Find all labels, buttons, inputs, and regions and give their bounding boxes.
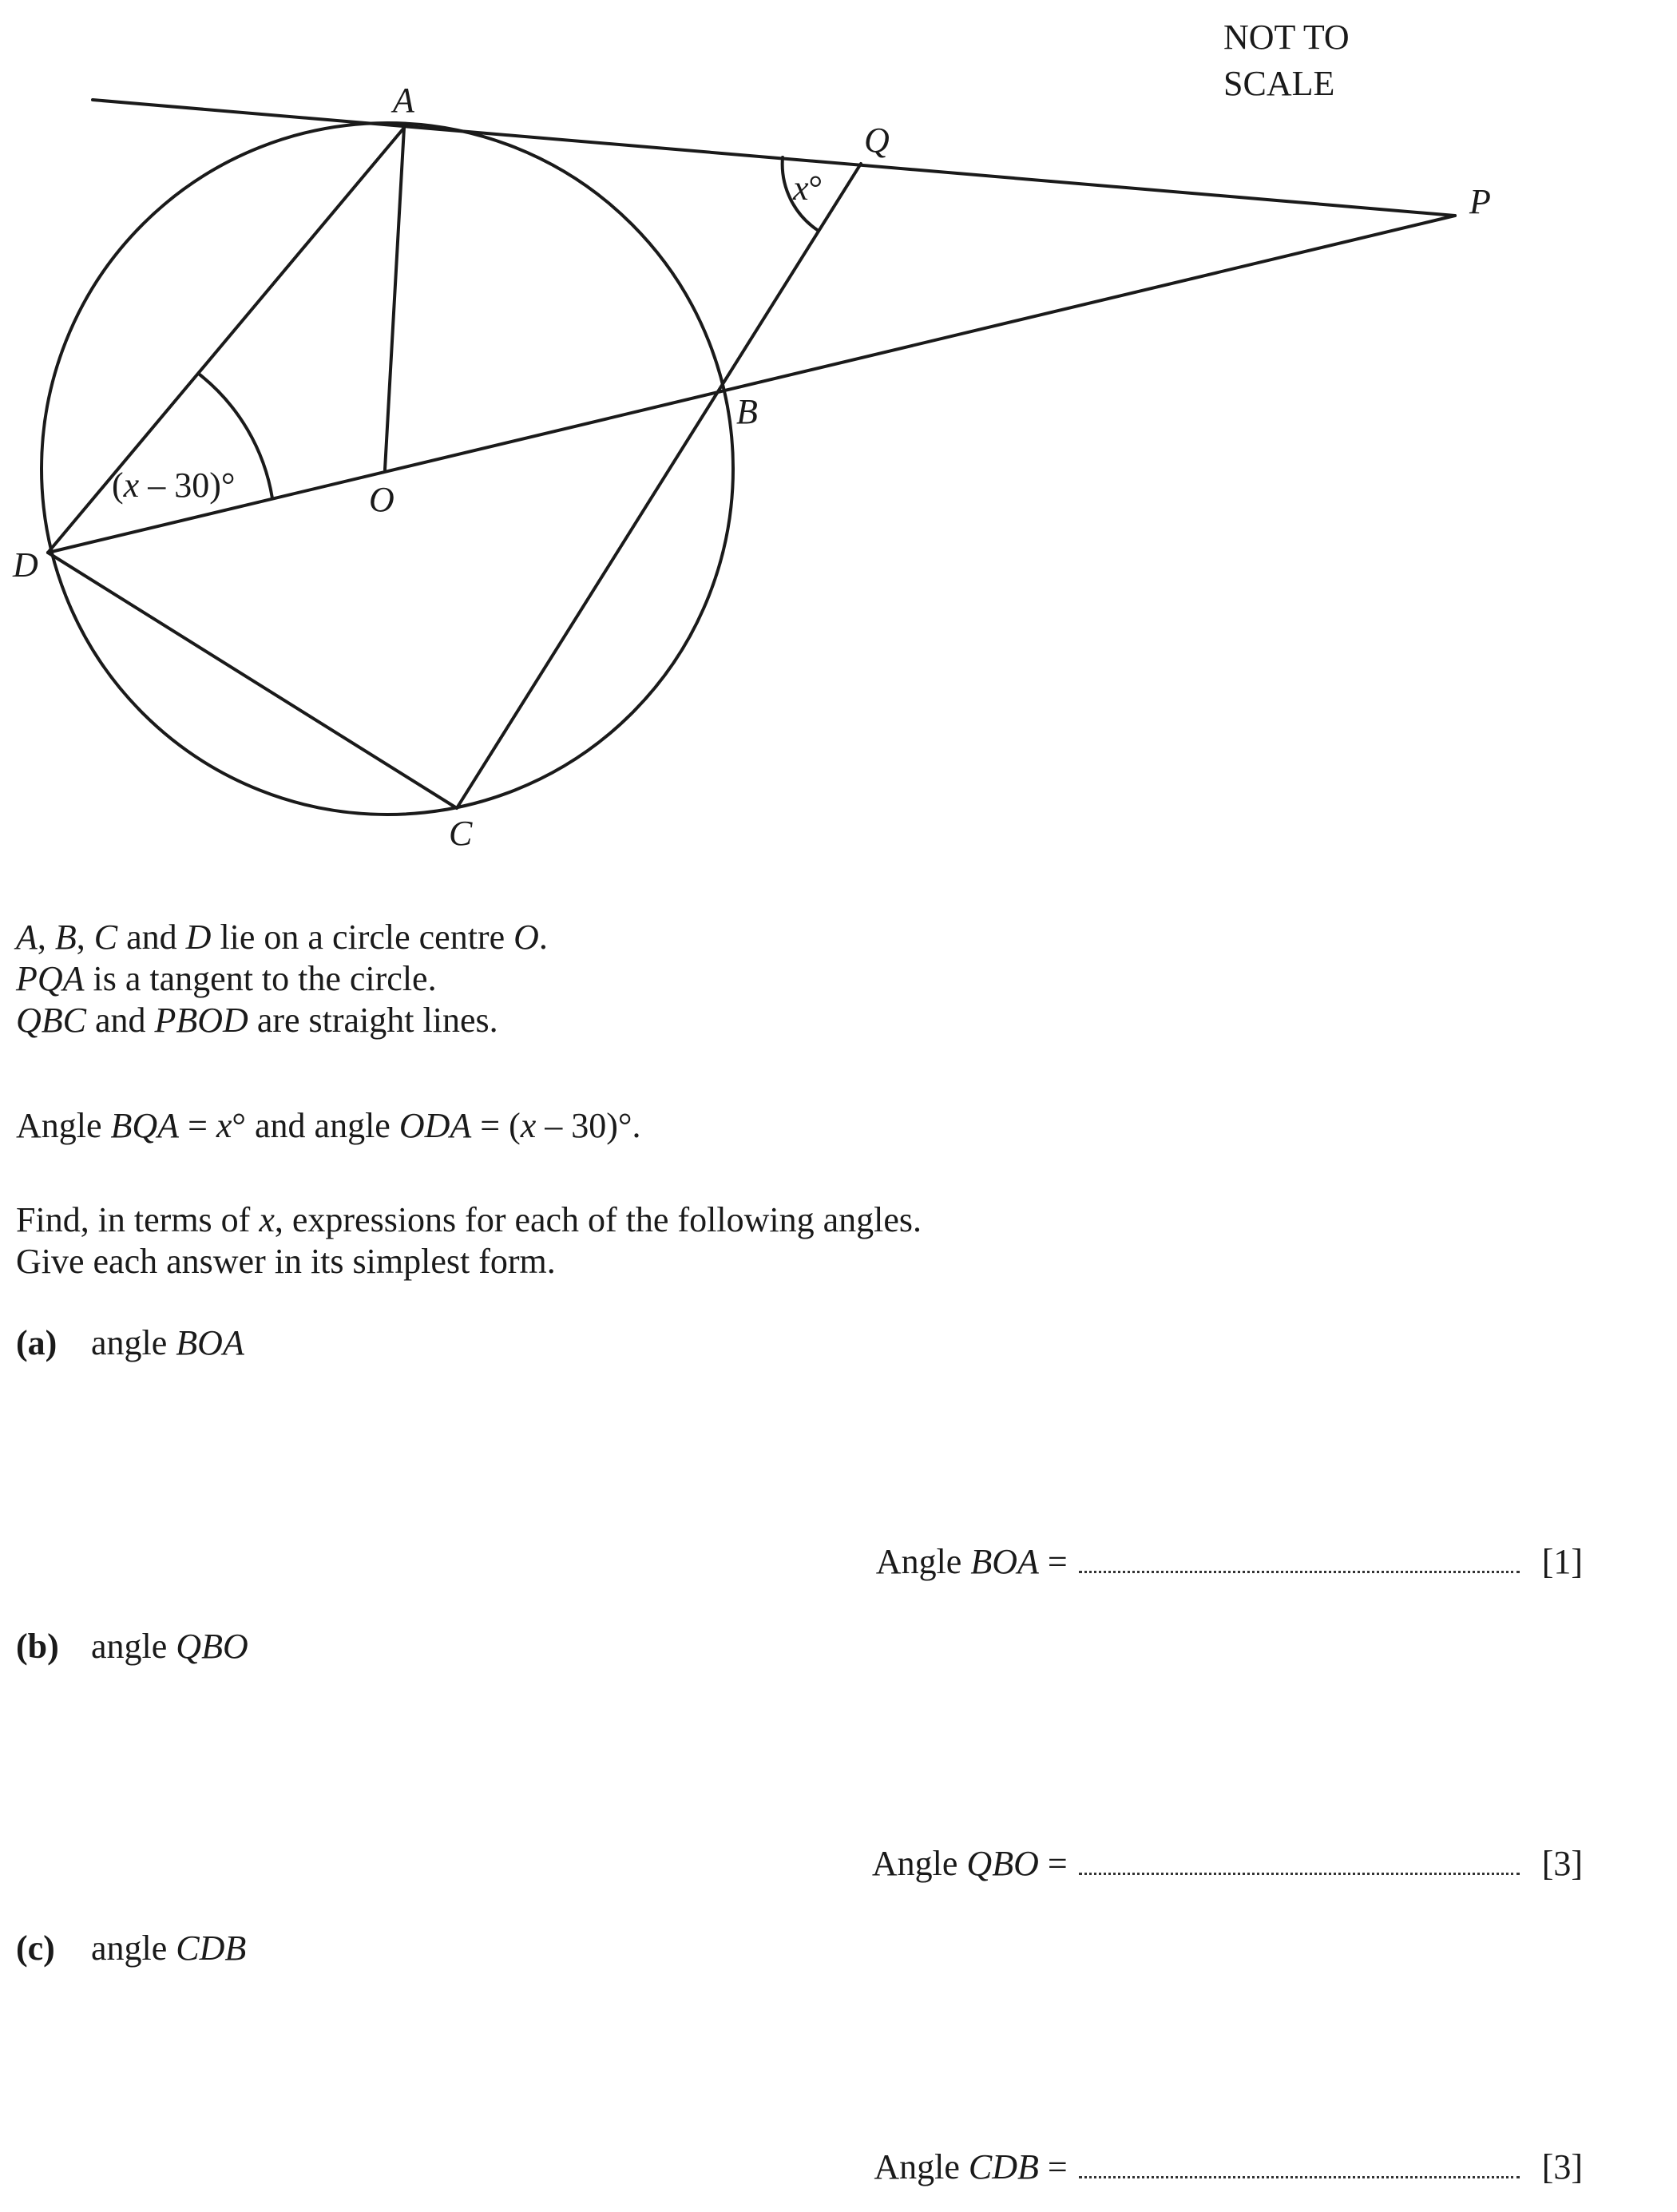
text-segment: = bbox=[179, 1106, 216, 1145]
point-label-q: Q bbox=[864, 121, 890, 160]
geometry-diagram bbox=[0, 0, 1677, 854]
text-segment: ° and angle bbox=[232, 1106, 399, 1145]
text-segment: is a tangent to the circle. bbox=[84, 959, 437, 998]
text-segment: A bbox=[16, 918, 38, 957]
part-angle: BOA bbox=[176, 1323, 244, 1362]
text-segment: and bbox=[86, 1001, 155, 1040]
text-segment: x bbox=[259, 1200, 275, 1239]
answer-line-c bbox=[874, 2147, 1583, 2188]
tangent-line-pqa bbox=[93, 100, 1455, 216]
text-segment: . bbox=[538, 918, 548, 957]
text-segment: , bbox=[76, 918, 94, 957]
part-prefix: angle bbox=[91, 1627, 176, 1666]
text-segment: C bbox=[93, 918, 118, 957]
angle-label-x-minus-30: (x – 30)° bbox=[112, 466, 236, 505]
text-segment: x bbox=[216, 1106, 232, 1145]
answer-angle: CDB bbox=[968, 2147, 1039, 2186]
text-segment: , expressions for each of the following angles. bbox=[274, 1200, 922, 1239]
not-to-scale-note bbox=[1223, 14, 1350, 107]
text-line bbox=[16, 917, 548, 958]
text-segment: PBOD bbox=[154, 1001, 248, 1040]
given-angles bbox=[16, 1105, 641, 1147]
text-segment: B bbox=[54, 918, 77, 957]
part-label: (a) bbox=[16, 1323, 57, 1362]
point-label-c: C bbox=[449, 814, 473, 853]
text-segment: QBC bbox=[16, 1001, 86, 1040]
answer-field-c[interactable] bbox=[1079, 2149, 1520, 2178]
text-segment: D bbox=[185, 918, 212, 957]
point-label-b: B bbox=[736, 392, 758, 431]
not-to-scale-line-1: NOT TO bbox=[1223, 18, 1350, 57]
text-line bbox=[16, 1241, 922, 1282]
angle-label-x: x° bbox=[793, 168, 823, 208]
text-segment: – 30)°. bbox=[536, 1106, 641, 1145]
question-part-b bbox=[16, 1626, 248, 1667]
line-qbc bbox=[457, 164, 861, 808]
marks-c: [3] bbox=[1541, 2147, 1583, 2186]
question-part-a bbox=[16, 1322, 244, 1364]
text-segment: and bbox=[117, 918, 186, 957]
answer-field-a[interactable] bbox=[1079, 1544, 1520, 1573]
answer-line-a bbox=[876, 1541, 1583, 1583]
text-line bbox=[16, 1199, 922, 1241]
not-to-scale-line-2: SCALE bbox=[1223, 64, 1335, 103]
text-segment: are straight lines. bbox=[248, 1001, 498, 1040]
text-line bbox=[16, 1000, 548, 1041]
answer-equals: = bbox=[1038, 2147, 1068, 2186]
text-segment: x bbox=[520, 1106, 537, 1145]
part-angle: CDB bbox=[176, 1929, 247, 1968]
answer-equals: = bbox=[1038, 1542, 1068, 1581]
answer-prefix: Angle bbox=[871, 1844, 967, 1883]
text-segment: = ( bbox=[471, 1106, 521, 1145]
point-label-d: D bbox=[13, 545, 38, 585]
answer-prefix: Angle bbox=[875, 1542, 971, 1581]
line-pbod bbox=[48, 216, 1455, 553]
answer-prefix: Angle bbox=[874, 2147, 969, 2186]
text-segment: PQA bbox=[16, 959, 85, 998]
part-prefix: angle bbox=[91, 1929, 176, 1968]
part-label: (c) bbox=[16, 1929, 55, 1968]
point-label-a: A bbox=[393, 81, 414, 120]
part-label: (b) bbox=[16, 1627, 59, 1666]
text-segment: Angle bbox=[16, 1106, 111, 1145]
marks-b: [3] bbox=[1541, 1844, 1583, 1883]
marks-a: [1] bbox=[1541, 1542, 1583, 1581]
point-label-p: P bbox=[1469, 182, 1491, 221]
statement-block bbox=[16, 917, 548, 1041]
text-segment: ODA bbox=[398, 1106, 472, 1145]
text-segment: Give each answer in its simplest form. bbox=[16, 1242, 556, 1281]
question-part-c bbox=[16, 1928, 246, 1969]
instructions bbox=[16, 1199, 922, 1282]
chord-dc bbox=[48, 553, 457, 808]
text-segment: Find, in terms of bbox=[16, 1200, 260, 1239]
text-segment: lie on a circle centre bbox=[211, 918, 514, 957]
radius-oa bbox=[385, 128, 404, 470]
part-angle: QBO bbox=[176, 1627, 248, 1666]
text-segment: BQA bbox=[110, 1106, 180, 1145]
answer-angle: QBO bbox=[966, 1844, 1039, 1883]
answer-line-b bbox=[872, 1843, 1583, 1885]
answer-field-b[interactable] bbox=[1079, 1845, 1520, 1875]
part-prefix: angle bbox=[91, 1323, 176, 1362]
answer-equals: = bbox=[1038, 1844, 1068, 1883]
text-segment: O bbox=[513, 918, 539, 957]
point-label-o: O bbox=[369, 480, 394, 519]
answer-angle: BOA bbox=[970, 1542, 1039, 1581]
text-segment: , bbox=[37, 918, 55, 957]
text-line bbox=[16, 958, 548, 1000]
